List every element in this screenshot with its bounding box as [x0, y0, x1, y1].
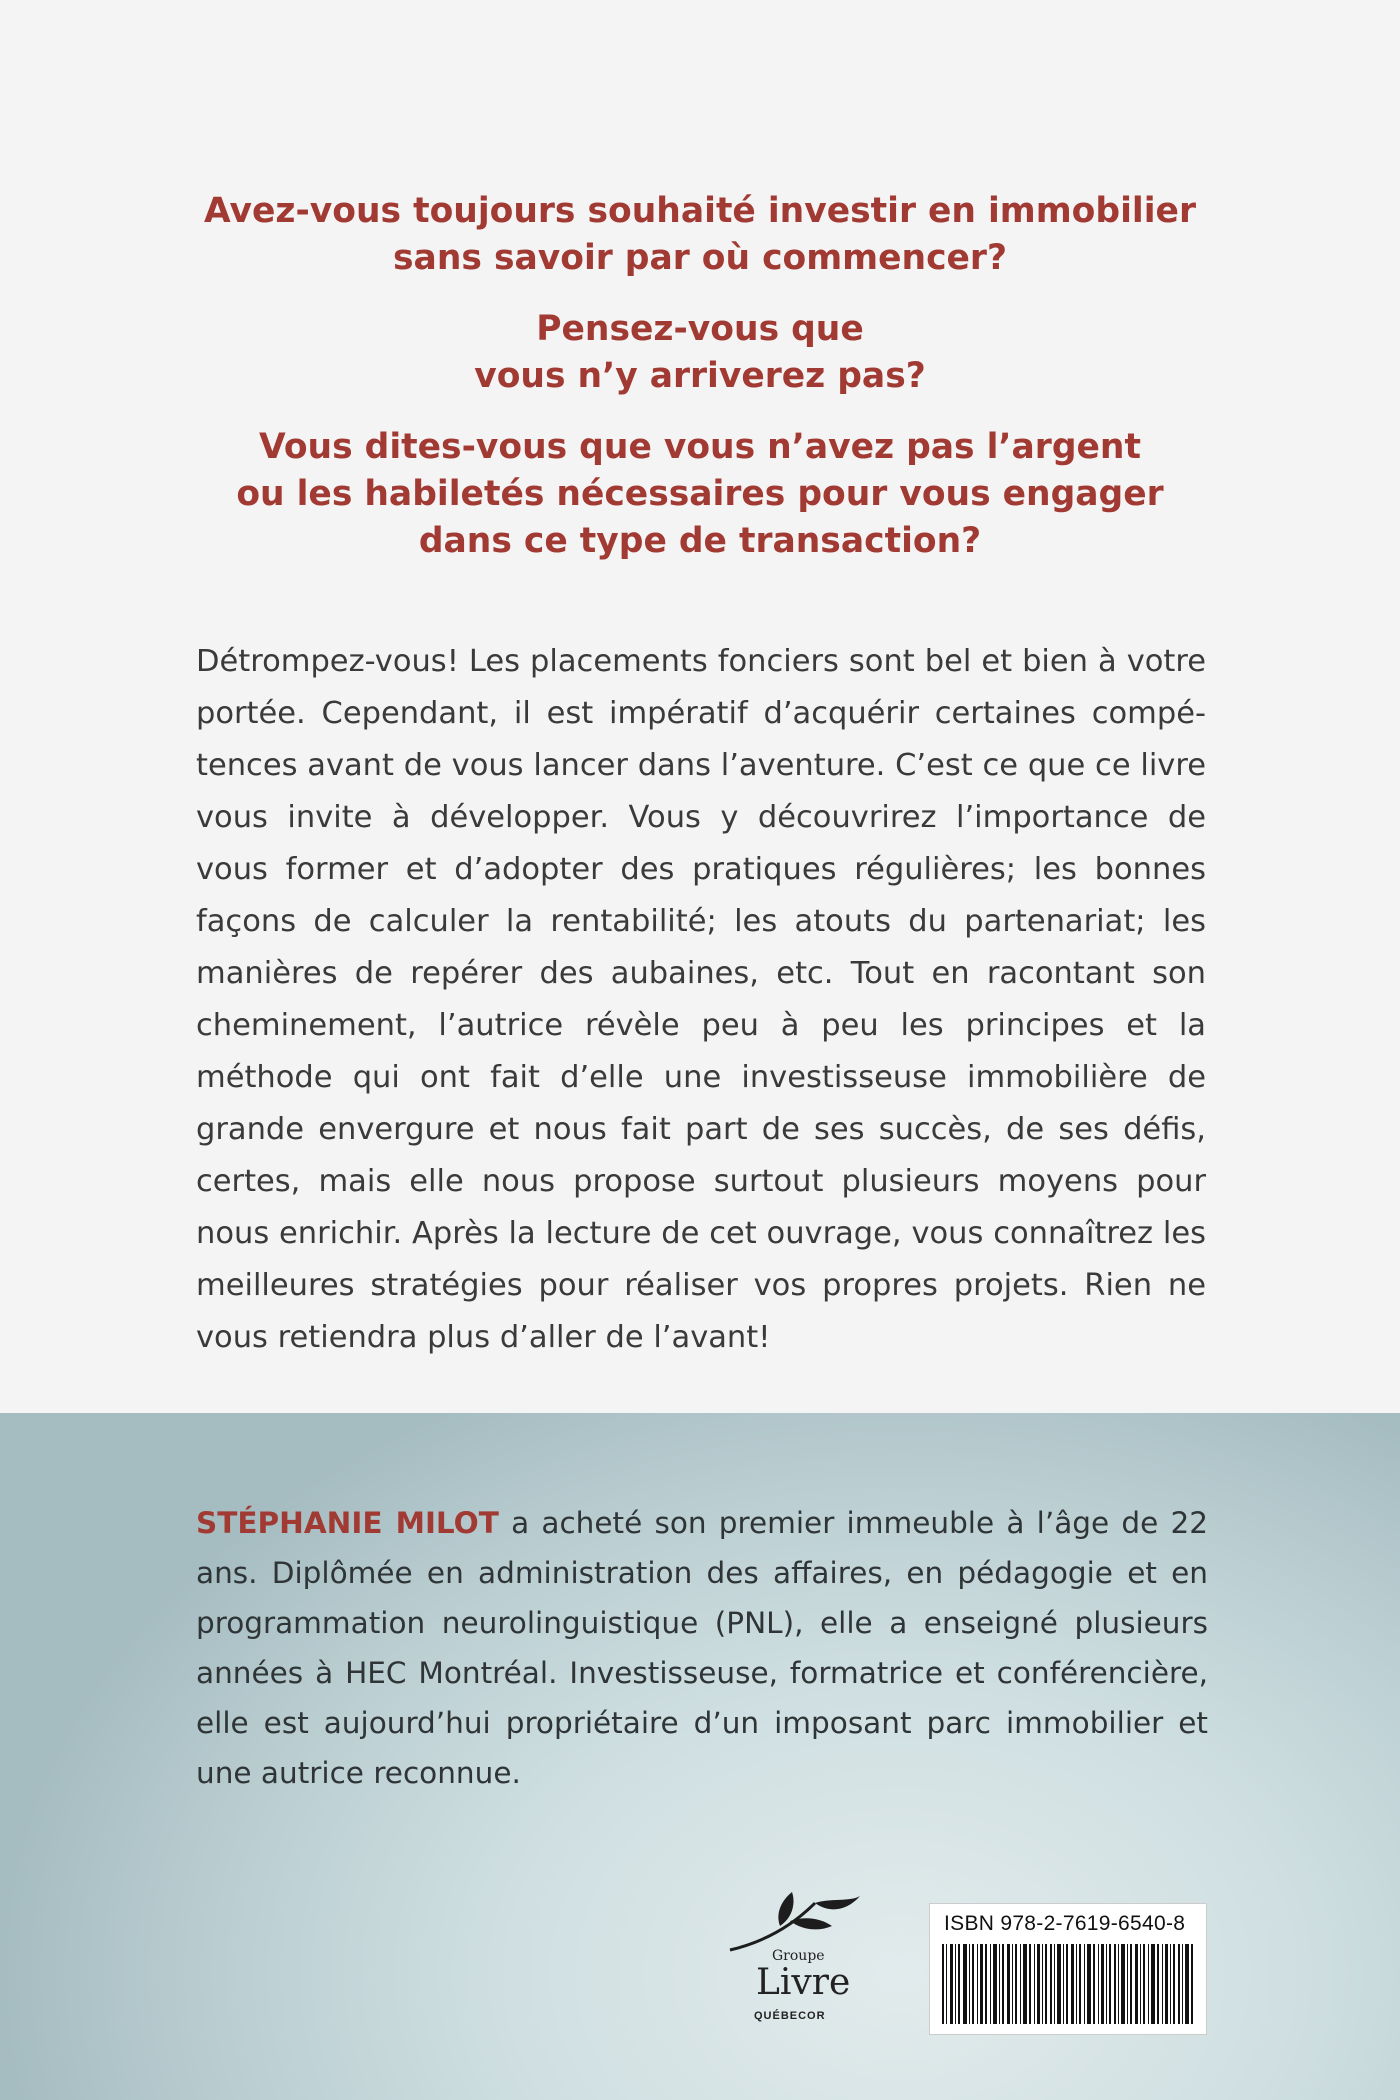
- question-3: Vous dites-vous que vous n’avez pas l’argent ou les habiletés nécessaires pour vous engager dans ce type de transaction?: [236, 427, 1164, 561]
- author-bio: [196, 1498, 1208, 1798]
- publisher-name: Livre: [756, 1962, 851, 2003]
- book-description: Détrompez-vous! Les placements fonciers sont bel et bien à votre portée. Cependant, il est impératif d’acquérir certaines compétences avant de vous lancer dans l’aventure. C’est ce que ce livre vous invite à développer. Vous y découvrirez l’importance de vous former et d’adopter des pratiques régulières; les bonnes façons de calculer la rentabilité; les atouts du partenariat; les manières de repérer des aubaines, etc. Tout en racontant son cheminement, l’autrice révèle peu à peu les principes et la méthode qui ont fait d’elle une investisseuse immobilière de grande envergure et nous fait part de ses succès, de ses défis, certes, mais elle nous propose surtout plusieurs moyens pour nous enrichir. Après la lecture de cet ouvrage, vous connaîtrez les meilleures stratégies pour réaliser vos propres projets. Rien ne vous retiendra plus d’aller de l’avant!: [196, 644, 1206, 1355]
- barcode-box: [929, 1903, 1207, 2035]
- question-2: Pensez-vous que vous n’y arriverez pas?: [474, 309, 926, 396]
- author-name: STÉPHANIE MILOT: [196, 1506, 499, 1540]
- publisher-logo: [720, 1888, 870, 2038]
- question-1: Avez-vous toujours souhaité investir en immobilier sans savoir par où commencer?: [204, 191, 1196, 278]
- question-block: [140, 188, 1260, 589]
- publisher-brand: QUÉBECOR: [754, 2010, 826, 2022]
- barcode-icon: [942, 1944, 1194, 2024]
- isbn-number: ISBN 978-2-7619-6540-8: [944, 1912, 1186, 1935]
- publisher-group: Groupe: [772, 1948, 825, 1964]
- author-bio-text: a acheté son premier immeuble à l’âge de 22 ans. Diplômée en administration des affaires, en pédagogie et en programmation neurolinguistique (PNL), elle a enseigné plusieurs années à HEC Montréal. Investisseuse, formatrice et conférencière, elle est aujourd’hui propriétaire d’un imposant parc immobilier et une autrice reconnue.: [196, 1506, 1208, 1790]
- lower-section: [0, 1413, 1400, 2100]
